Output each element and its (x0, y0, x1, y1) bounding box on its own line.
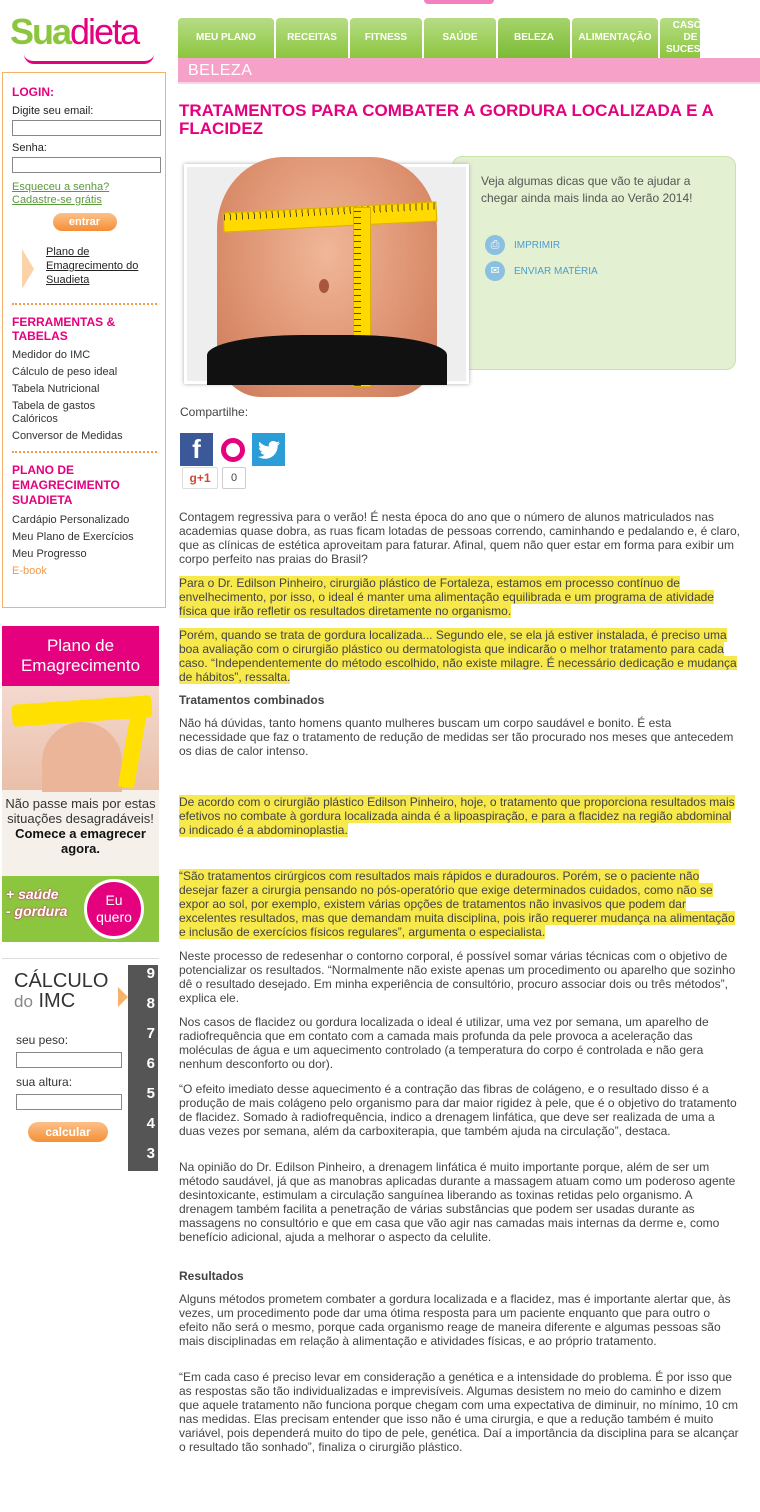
send-article-button[interactable] (485, 261, 598, 281)
divider (12, 451, 157, 453)
imc-title-1: CÁLCULO (14, 970, 109, 992)
article-paragraph: “O efeito imediato desse aquecimento é a contração das fibras de colágeno, e o resultado disso é a produção de mais colágeno pelo organismo para dar maior rigidez à pele, que é o objetivo do tratamento de flacidez. Somado à radiofrequência, indico a drenagem linfática, que deve ser realizada de uma a duas vezes por semana, além da carboxiterapia, que também ajuda na circulação”, destaca. (179, 1082, 737, 1138)
section-bar (178, 58, 760, 84)
divider (12, 303, 157, 305)
nav-alimentacao[interactable]: ALIMENTAÇÃO (572, 18, 658, 58)
arrow-right-icon (22, 249, 34, 289)
tool-conversor[interactable]: Conversor de Medidas (12, 430, 123, 442)
login-title: LOGIN: (12, 85, 54, 99)
ruler-number: 7 (146, 1025, 155, 1042)
tool-tabela-nutricional[interactable]: Tabela Nutricional (12, 383, 100, 395)
article-paragraph: Na opinião do Dr. Edilson Pinheiro, a drenagem linfática é muito importante porque, além de ser um método saudável, já que as manobras aplicadas durante a massagem atuam como um poderoso agente desintoxicante, estimulam a circulação sanguínea liberando as toxinas retidas pelo organismo. A drenagem também facilita a penetração de várias substâncias que podem ser usadas durante as massagens no consultório e que em casa que vão agir nas camadas mais internas da derme e, como benefício adicional, ajuda a melhorar o aspecto da celulite. (179, 1160, 736, 1244)
print-label: IMPRIMIR (514, 239, 561, 251)
highlighted-text: De acordo com o cirurgião plástico Edilson Pinheiro, hoje, o tratamento que proporciona resultados mais efetivos no combate à gordura localizada ainda é a lipoaspiração, e para a flacidez na região abdominal o indicado é a abdominoplastia. (179, 795, 735, 837)
nav-beleza[interactable]: BELEZA (498, 18, 570, 58)
banner-text: Não passe mais por estas situações desagradáveis! (5, 796, 156, 826)
article-paragraph: Contagem regressiva para o verão! É nesta época do ano que o número de alunos matriculados nas academias quase dobra, as ruas ficam lotadas de pessoas correndo, caminhando e pedalando e, é claro, que as clínicas de estética aproveitam para faturar. Afinal, quem não quer estar em forma para exibir um corpo perfeito nas praias do Brasil? (179, 510, 741, 566)
ruler-icon (128, 965, 158, 1171)
google-plus-icon[interactable]: g+1 (182, 467, 218, 489)
top-decoration (424, 0, 494, 4)
plan-ebook[interactable]: E-book (12, 565, 47, 577)
plan-promo-link[interactable]: Plano de Emagrecimento do Suadieta (46, 246, 139, 286)
article-hero-image (184, 164, 469, 384)
height-label: sua altura: (16, 1075, 73, 1089)
nav-casos-de-sucesso[interactable]: CASOS DE SUCESSO (660, 18, 700, 58)
tools-title: FERRAMENTAS & TABELAS (12, 315, 116, 343)
weight-label: seu peso: (16, 1033, 69, 1047)
ruler-number: 8 (146, 995, 155, 1012)
intro-text: Veja algumas dicas que vão te ajudar a chegar ainda mais linda ao Verão 2014! (481, 174, 693, 205)
password-label: Senha: (12, 142, 47, 154)
navel (319, 279, 329, 293)
plan-banner[interactable] (2, 626, 159, 942)
banner-bottom (2, 876, 159, 942)
mail-icon: ✉ (485, 261, 505, 281)
highlighted-text: “São tratamentos cirúrgicos com resultados mais rápidos e duradouros. Porém, se o paciente não desejar fazer a cirurgia pensando no pós-operatório que exige determinados cuidados, como não se expor ao sol, por exemplo, existem várias opções de tratamentos não invasivos que podem dar excelentes resultados, mas que demandam muita disciplina, pois irão requerer mudança na alimentação e inclusão de exercícios físicos regulares”, argumenta o especialista. (179, 869, 735, 939)
arrow-right-icon (118, 987, 128, 1007)
tool-peso-ideal[interactable]: Cálculo de peso ideal (12, 366, 118, 378)
plan-cardapio[interactable]: Cardápio Personalizado (12, 514, 130, 526)
google-plus-count: 0 (222, 467, 246, 489)
banner-minus: - gordura (6, 903, 68, 919)
nav-receitas[interactable]: RECEITAS (276, 18, 348, 58)
printer-icon: ⎙ (485, 235, 505, 255)
article-paragraph: “Em cada caso é preciso levar em consideração a genética e a intensidade do problema. É por isso que as respostas são tão individualizadas e imprevisíveis. Algumas desistem no meio do caminho e dizem que aquele tratamento não funciona porque chegam com uma expectativa de diminuir, no mínimo, 10 cm nas medidas. Elas precisam entender que isso não é uma cirurgia, e que a redução também é muito variável, pois dependerá muito do tipo de pele, genética. Daí a importância da disciplina para se alcançar o resultado tão sonhado”, finaliza o cirurgião plástico. (179, 1370, 739, 1454)
banner-belly (42, 722, 122, 792)
ruler-number: 3 (146, 1145, 155, 1162)
banner-plus: + saúde (6, 886, 59, 902)
email-label: Digite seu email: (12, 105, 94, 117)
ruler-number: 4 (146, 1115, 155, 1132)
article-paragraph: Neste processo de redesenhar o contorno corporal, é possível somar várias técnicas com o objetivo de potencializar os resultados. “Normalmente não existe apenas um procedimento ou aparelho que sozinho dê o resultado desejado. Em minha experiência de consultório, procuro associar dois ou três métodos”, explica ele. (179, 949, 736, 1005)
banner-text-block (2, 790, 159, 856)
facebook-icon[interactable]: f (180, 433, 213, 466)
imc-title-do: do (14, 992, 33, 1011)
banner-cta-text: Comece a emagrecer agora. (15, 826, 146, 856)
article-paragraph (179, 869, 741, 939)
plan-list (12, 512, 157, 580)
plan-progresso[interactable]: Meu Progresso (12, 548, 87, 560)
print-button[interactable] (485, 235, 560, 255)
logo-text-part1: Sua (10, 11, 71, 52)
article-paragraph (179, 795, 741, 837)
eu-quero-button[interactable]: Eu quero (84, 879, 144, 939)
logo-swoosh (24, 54, 154, 64)
ruler-number: 9 (146, 965, 155, 982)
article-paragraph: Não há dúvidas, tanto homens quanto mulheres buscam um corpo saudável e bonito. É esta necessidade que faz o tratamento de redução de medidas ser tão procurado nos meses que antecedem os dias de calor intenso. (179, 716, 734, 758)
main-nav (178, 18, 760, 58)
section-title: BELEZA (188, 62, 253, 79)
article-paragraph (179, 576, 741, 618)
banner-slogan (6, 886, 67, 920)
banner-title: Plano de Emagrecimento (20, 636, 141, 675)
nav-fitness[interactable]: FITNESS (350, 18, 422, 58)
share-label: Compartilhe: (180, 405, 249, 419)
login-button[interactable]: entrar (53, 213, 117, 231)
article-title: TRATAMENTOS PARA COMBATER A GORDURA LOCALIZADA E A FLACIDEZ (179, 101, 714, 138)
plan-exercicios[interactable]: Meu Plano de Exercícios (12, 531, 134, 543)
twitter-icon[interactable] (252, 433, 285, 466)
calculate-button[interactable]: calcular (28, 1122, 108, 1142)
highlighted-text: Para o Dr. Edilson Pinheiro, cirurgião plástico de Fortaleza, estamos em processo contínuo de envelhecimento, por isso, o ideal é manter uma alimentação equilibrada e um programa de atividade física que irão refletir os resultados diretamente no organismo. (179, 576, 714, 618)
forgot-password-link[interactable]: Esqueceu a senha? (12, 181, 110, 193)
banner-image (2, 626, 159, 790)
orkut-icon[interactable] (216, 433, 249, 466)
tool-gastos-caloricos[interactable]: Tabela de gastos Calóricos (12, 400, 96, 425)
imc-title (14, 971, 108, 1012)
signup-link[interactable]: Cadastre-se grátis (12, 194, 102, 206)
password-field[interactable] (12, 157, 161, 173)
send-label: ENVIAR MATÉRIA (514, 265, 598, 277)
nav-meu-plano[interactable]: MEU PLANO (178, 18, 274, 58)
nav-saude[interactable]: SAÚDE (424, 18, 496, 58)
article-intro-box (452, 156, 736, 370)
sidebar (2, 72, 166, 608)
plan-promo (12, 245, 157, 293)
section-heading: Tratamentos combinados (179, 693, 325, 707)
weight-field[interactable] (16, 1052, 122, 1068)
imc-title-2: IMC (38, 990, 76, 1012)
ruler-number: 5 (146, 1085, 155, 1102)
measuring-tape-end (118, 715, 146, 789)
plan-title: PLANO DE EMAGRECIMENTO SUADIETA (12, 463, 120, 507)
imc-calculator (2, 958, 159, 1170)
logo-text-part2: dieta (70, 11, 139, 52)
pants (207, 335, 447, 385)
site-logo[interactable] (10, 12, 160, 60)
tool-imc[interactable]: Medidor do IMC (12, 349, 91, 361)
article-paragraph: Nos casos de flacidez ou gordura localizada o ideal é utilizar, uma vez por semana, um aparelho de radiofrequência que em contato com a camada mais profunda da pele provoca a aceleração das moléculas de água e um aquecimento controlado (a temperatura do corpo é controlada e não gera nenhum desconforto ou dor). (179, 1015, 709, 1071)
article-paragraph: Alguns métodos prometem combater a gordura localizada e a flacidez, mas é importante alertar que, às vezes, um procedimento pode dar uma ótima resposta para um paciente enquanto que para outro o efeito não será o mesmo, porque cada organismo reage de maneira diferente e algumas pessoas são mais disciplinadas em relação à alimentação e atividades físicas, e ao próprio tratamento. (179, 1292, 731, 1348)
section-heading: Resultados (179, 1269, 244, 1283)
tools-list (12, 347, 157, 445)
height-field[interactable] (16, 1094, 122, 1110)
highlighted-text: Porém, quando se trata de gordura localizada... Segundo ele, se ela já estiver instalada, é preciso uma boa avaliação com o cirurgião plástico ou dermatologista que indicarão o melhor tratamento para cada caso. “Independentemente do método escolhido, não existe milagre. É necessário dedicação e mudança de hábitos”, ressalta. (179, 628, 737, 684)
email-field[interactable] (12, 120, 161, 136)
article-paragraph (179, 628, 741, 684)
ruler-number: 6 (146, 1055, 155, 1072)
